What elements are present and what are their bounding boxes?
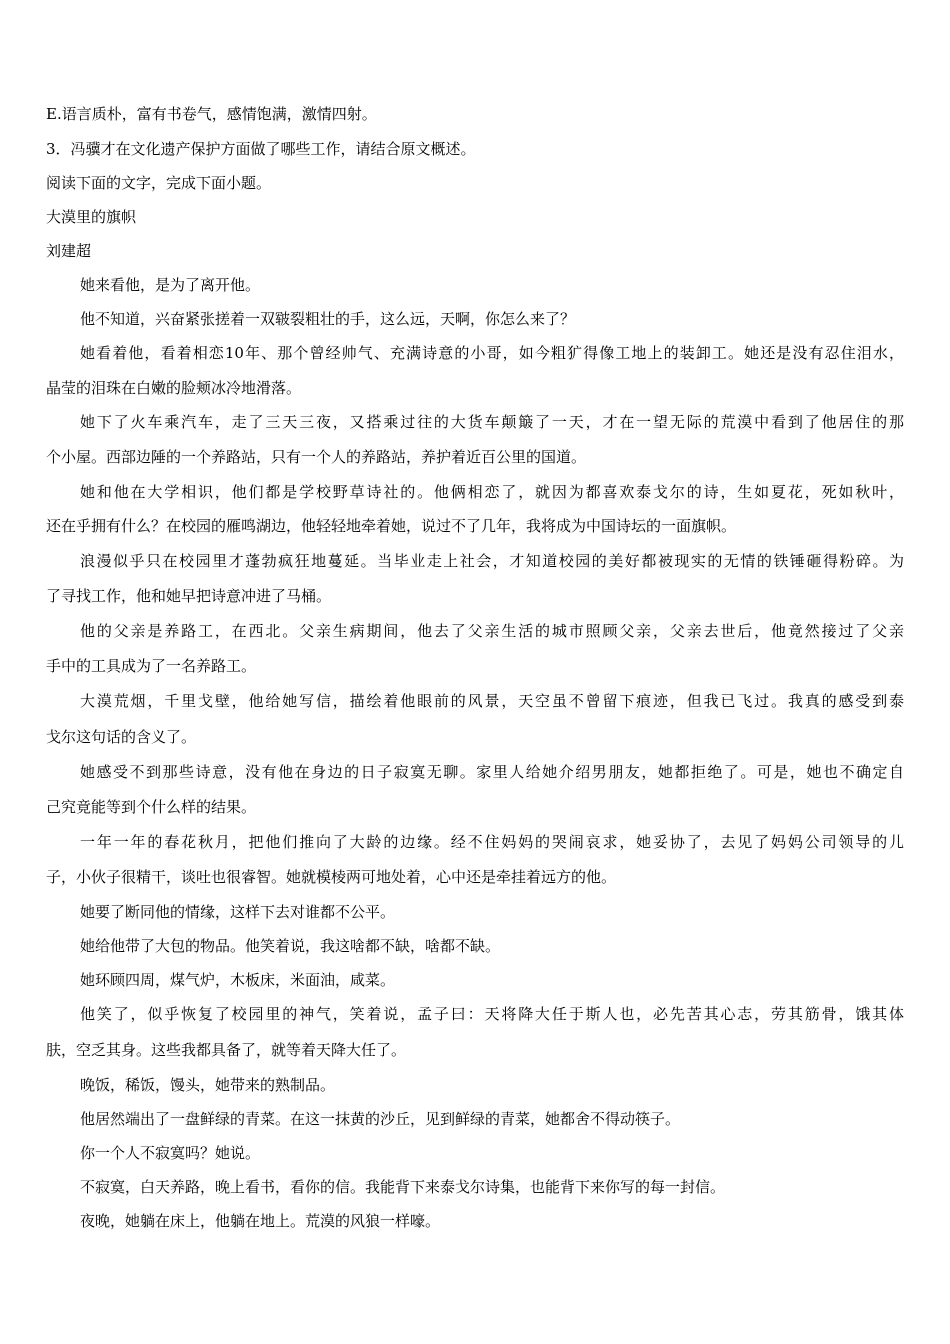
story-title: 大漠里的旗帜 (46, 208, 137, 226)
paragraph-line: 她给他带了大包的物品。他笑着说，我这啥都不缺，啥都不缺。 (80, 937, 501, 955)
paragraph-line: 还在乎拥有什么？在校园的雁鸣湖边，他轻轻地牵着她，说过不了几年，我将成为中国诗坛的一面旗帜。 (46, 517, 737, 535)
paragraph-line: 大漠荒烟，千里戈壁，他给她写信，描绘着他眼前的风景，天空虽不曾留下痕迹，但我已飞过。我真的感受到泰 (80, 692, 904, 710)
option-e-line: E.语言质朴，富有书卷气，感情饱满，激情四射。 (46, 105, 377, 123)
question-3-line: 3．冯骥才在文化遗产保护方面做了哪些工作，请结合原文概述。 (46, 140, 476, 158)
paragraph-line: 了寻找工作，他和她早把诗意冲进了马桶。 (46, 587, 332, 605)
story-author: 刘建超 (46, 242, 92, 260)
paragraph-line: 浪漫似乎只在校园里才蓬勃疯狂地蔓延。当毕业走上社会，才知道校园的美好都被现实的无情的铁锤砸得粉碎。为 (80, 552, 904, 570)
paragraph-line: 她下了火车乘汽车，走了三天三夜，又搭乘过往的大货车颠簸了一天，才在一望无际的荒漠中看到了他居住的那 (80, 413, 904, 431)
paragraph-line: 肤，空乏其身。这些我都具备了，就等着天降大任了。 (46, 1041, 407, 1059)
paragraph-line: 她看着他，看着相恋10年、那个曾经帅气、充满诗意的小哥，如今粗犷得像工地上的装卸工。她还是没有忍住泪水， (80, 344, 904, 362)
paragraph-line: 不寂寞，白天养路，晚上看书，看你的信。我能背下来泰戈尔诗集，也能背下来你写的每一封信。 (80, 1178, 726, 1196)
paragraph-line: 子，小伙子很精干，谈吐也很睿智。她就模棱两可地处着，心中还是牵挂着远方的他。 (46, 868, 617, 886)
paragraph-line: 他不知道，兴奋紧张搓着一双皲裂粗壮的手，这么远，天啊，你怎么来了？ (80, 310, 576, 328)
paragraph-line: 手中的工具成为了一名养路工。 (46, 657, 257, 675)
paragraph-line: 他的父亲是养路工，在西北。父亲生病期间，他去了父亲生活的城市照顾父亲，父亲去世后，他竟然接过了父亲 (80, 622, 904, 640)
paragraph-line: 他居然端出了一盘鲜绿的青菜。在这一抹黄的沙丘，见到鲜绿的青菜，她都舍不得动筷子。 (80, 1110, 681, 1128)
paragraph-line: 她来看他，是为了离开他。 (80, 276, 261, 294)
paragraph-line: 晚饭，稀饭，馒头，她带来的熟制品。 (80, 1076, 336, 1094)
paragraph-line: 你一个人不寂寞吗？她说。 (80, 1144, 261, 1162)
paragraph-line: 他笑了，似乎恢复了校园里的神气，笑着说，孟子曰：天将降大任于斯人也，必先苦其心志，劳其筋骨，饿其体 (80, 1005, 904, 1023)
paragraph-line: 她要了断同他的情缘，这样下去对谁都不公平。 (80, 903, 396, 921)
paragraph-line: 她环顾四周，煤气炉，木板床，米面油，咸菜。 (80, 971, 396, 989)
paragraph-line: 个小屋。西部边陲的一个养路站，只有一个人的养路站，养护着近百公里的国道。 (46, 448, 587, 466)
paragraph-line: 晶莹的泪珠在白嫩的脸颊冰冷地滑落。 (46, 379, 302, 397)
paragraph-line: 她感受不到那些诗意，没有他在身边的日子寂寞无聊。家里人给她介绍男朋友，她都拒绝了。可是，她也不确定自 (80, 763, 904, 781)
paragraph-line: 她和他在大学相识，他们都是学校野草诗社的。他俩相恋了，就因为都喜欢泰戈尔的诗，生如夏花，死如秋叶， (80, 483, 904, 501)
reading-instruction: 阅读下面的文字，完成下面小题。 (46, 174, 272, 192)
paragraph-line: 一年一年的春花秋月，把他们推向了大龄的边缘。经不住妈妈的哭闹哀求，她妥协了，去见了妈妈公司领导的儿 (80, 833, 904, 851)
paragraph-line: 戈尔这句话的含义了。 (46, 728, 197, 746)
paragraph-line: 己究竟能等到个什么样的结果。 (46, 798, 257, 816)
paragraph-line: 夜晚，她躺在床上，他躺在地上。荒漠的风狼一样嚎。 (80, 1212, 441, 1230)
